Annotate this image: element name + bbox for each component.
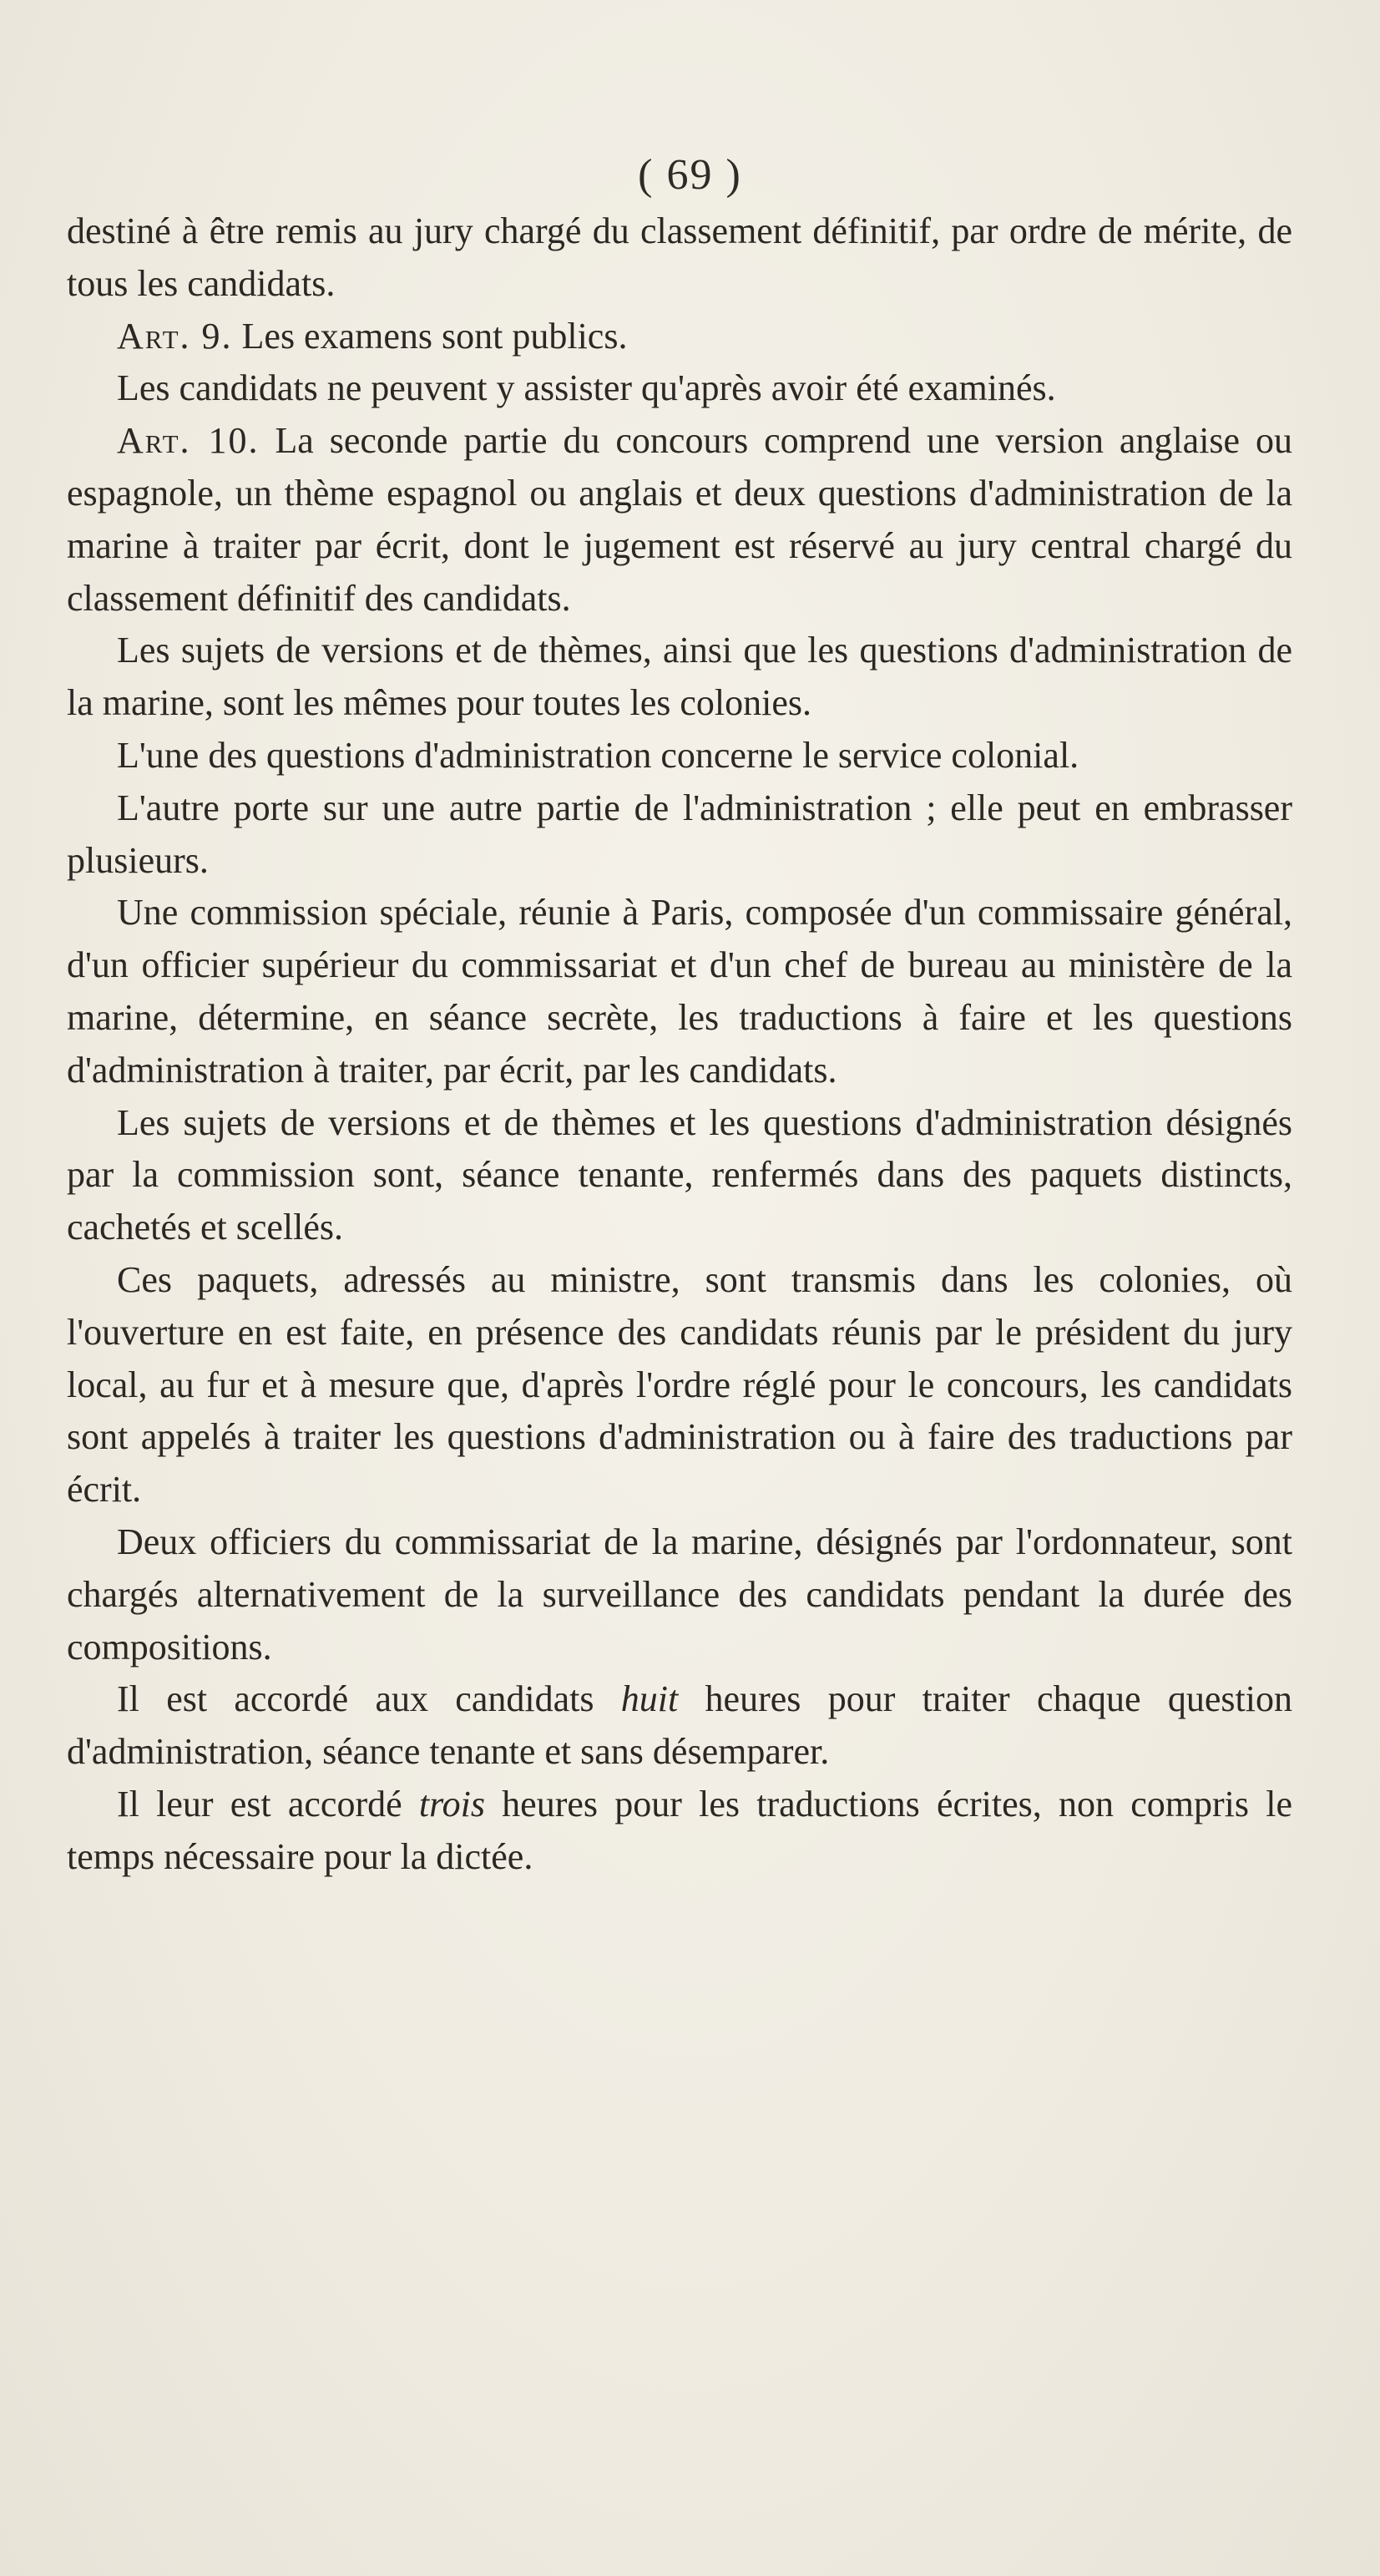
paragraph-article-10 [67,415,1292,625]
paragraph-text: Deux officiers du commissariat de la marine, désignés par l'ordonnateur, sont chargés alternativement de la surveillance des candidats pendant la durée des compositions. [67,1521,1292,1668]
paragraph-text: Les candidats ne peuvent y assister qu'après avoir été examinés. [117,367,1056,409]
paragraph [67,782,1292,888]
paragraph-text-after: heures pour les traductions écrites, non compris le temps nécessaire pour la dictée. [67,1783,1292,1877]
paragraph-text: Ces paquets, adressés au ministre, sont transmis dans les colonies, où l'ouverture en est faite, en présence des candidats réunis par le président du jury local, au fur et à mesure que, d'après l'ordre réglé pour le concours, les candidats sont appelés à traiter les questions d'administration ou à faire des traductions par écrit. [67,1258,1292,1511]
paragraph [67,1779,1292,1884]
paragraph-text-after: heures pour traiter chaque question d'administration, séance tenante et sans désemparer. [67,1678,1293,1773]
paragraph-text: Les sujets de versions et de thèmes et les questions d'administration désignés par la commission sont, séance tenante, renfermés dans des paquets distincts, cachetés et scellés. [67,1101,1292,1248]
paragraph [67,1097,1292,1254]
emphasis-hours: huit [620,1678,679,1720]
paragraph [67,1254,1292,1516]
paragraph-text: La seconde partie du concours comprend une version anglaise ou espagnole, un thème espagnol ou anglais et deux questions d'administration de la marine à traiter par écrit, dont le jugement est réservé au jury central chargé du classement définitif des candidats. [67,420,1293,619]
paragraph-text-before: Il est accordé aux candidats [117,1678,621,1720]
paragraph [67,887,1292,1096]
body-text [67,205,1292,1884]
paragraph [67,730,1292,782]
article-label: Art. 9. [117,315,233,357]
paragraph-text: L'une des questions d'administration concerne le service colonial. [117,734,1079,776]
paragraph-text: Une commission spéciale, réunie à Paris, composée d'un commissaire général, d'un officier supérieur du commissariat et d'un chef de bureau au ministère de la marine, détermine, en séance secrète, les traductions à faire et les questions d'administration à traiter, par écrit, par les candidats. [67,892,1292,1091]
paragraph [67,1673,1292,1779]
paragraph-text: Les examens sont publics. [232,315,628,357]
emphasis-hours: trois [418,1783,485,1824]
paragraph-text: Les sujets de versions et de thèmes, ainsi que les questions d'administration de la marine, sont les mêmes pour toutes les colonies. [67,630,1292,724]
paragraph-text: destiné à être remis au jury chargé du classement définitif, par ordre de mérite, de tous les candidats. [67,210,1292,304]
paragraph-article-9 [67,311,1292,363]
paragraph-continuation [67,205,1292,311]
paragraph [67,362,1292,415]
article-label: Art. 10. [117,420,260,462]
page-number: ( 69 ) [638,151,742,199]
paragraph-text: L'autre porte sur une autre partie de l'administration ; elle peut en embrasser plusieurs. [67,787,1292,881]
paragraph [67,625,1292,730]
paragraph-text-before: Il leur est accordé [117,1783,419,1824]
paragraph [67,1516,1292,1673]
